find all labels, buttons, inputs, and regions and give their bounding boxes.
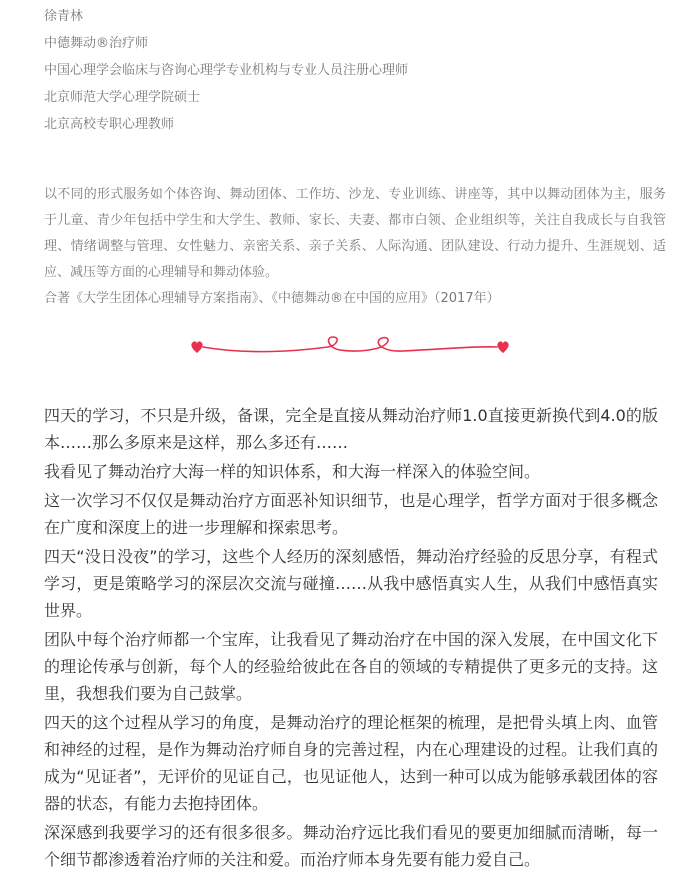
author-title-position: 北京高校专职心理教师 [44,117,175,132]
author-title-certification: 中德舞动®治疗师 [44,36,149,51]
article-body [44,402,658,875]
article-paragraph: 深深感到我要学习的还有很多很多。舞动治疗远比我们看见的要更加细腻而清晰，每一个细节都渗透着治疗师的关注和爱。而治疗师本身先要有能力爱自己。 [44,823,658,869]
author-name: 徐青林 [44,9,84,24]
article-paragraph: 团队中每个治疗师都一个宝库，让我看见了舞动治疗在中国的深入发展，在中国文化下的理论传承与创新，每个人的经验给彼此在各自的领域的专精提供了更多元的支持。这里，我想我们要为自己鼓掌。 [44,630,658,703]
author-title-registration: 中国心理学会临床与咨询心理学专业机构与专业人员注册心理师 [44,63,409,78]
article-paragraph: 四天的这个过程从学习的角度，是舞动治疗的理论框架的梳理，是把骨头填上肉、血管和神经的过程，是作为舞动治疗师自身的完善过程，内在心理建设的过程。让我们真的成为“见证者”，无评价的见证自己，也见证他人，达到一种可以成为能够承载团体的容器的状态，有能力去抱持团体。 [44,713,658,813]
article-paragraph: 我看见了舞动治疗大海一样的知识体系，和大海一样深入的体验空间。 [44,462,541,481]
author-publications: 合著《大学生团体心理辅导方案指南》、《中德舞动®在中国的应用》（2017年） [44,291,500,306]
left-heart-icon [191,341,202,353]
article-paragraph: 这一次学习不仅仅是舞动治疗方面恶补知识细节，也是心理学，哲学方面对于很多概念在广度和深度上的进一步理解和探索思考。 [44,491,658,537]
author-title-degree: 北京师范大学心理学院硕士 [44,90,201,105]
article-paragraph: 四天的学习，不只是升级，备课，完全是直接从舞动治疗师1.0直接更新换代到4.0的版本……那么多原来是这样，那么多还有…… [44,406,658,452]
right-heart-icon [497,341,508,353]
author-bio: 以不同的形式服务如个体咨询、舞动团体、工作坊、沙龙、专业训练、讲座等，其中以舞动团体为主，服务于儿童、青少年包括中学生和大学生、教师、家长、夫妻、都市白领、企业组织等，关注自我成长与自我管理、情绪调整与管理、女性魅力、亲密关系、亲子关系、人际沟通、团队建设、行动力提升、生涯规划、适应、减压等方面的心理辅导和舞动体验。 [44,187,666,280]
article-paragraph: 四天“没日没夜”的学习，这些个人经历的深刻感悟，舞动治疗经验的反思分享，有程式学习，更是策略学习的深层次交流与碰撞……从我中感悟真实人生，从我们中感悟真实世界。 [44,547,658,620]
heart-swirl-divider-icon [188,332,512,364]
swirl-line [203,337,497,352]
author-profile [44,7,664,142]
